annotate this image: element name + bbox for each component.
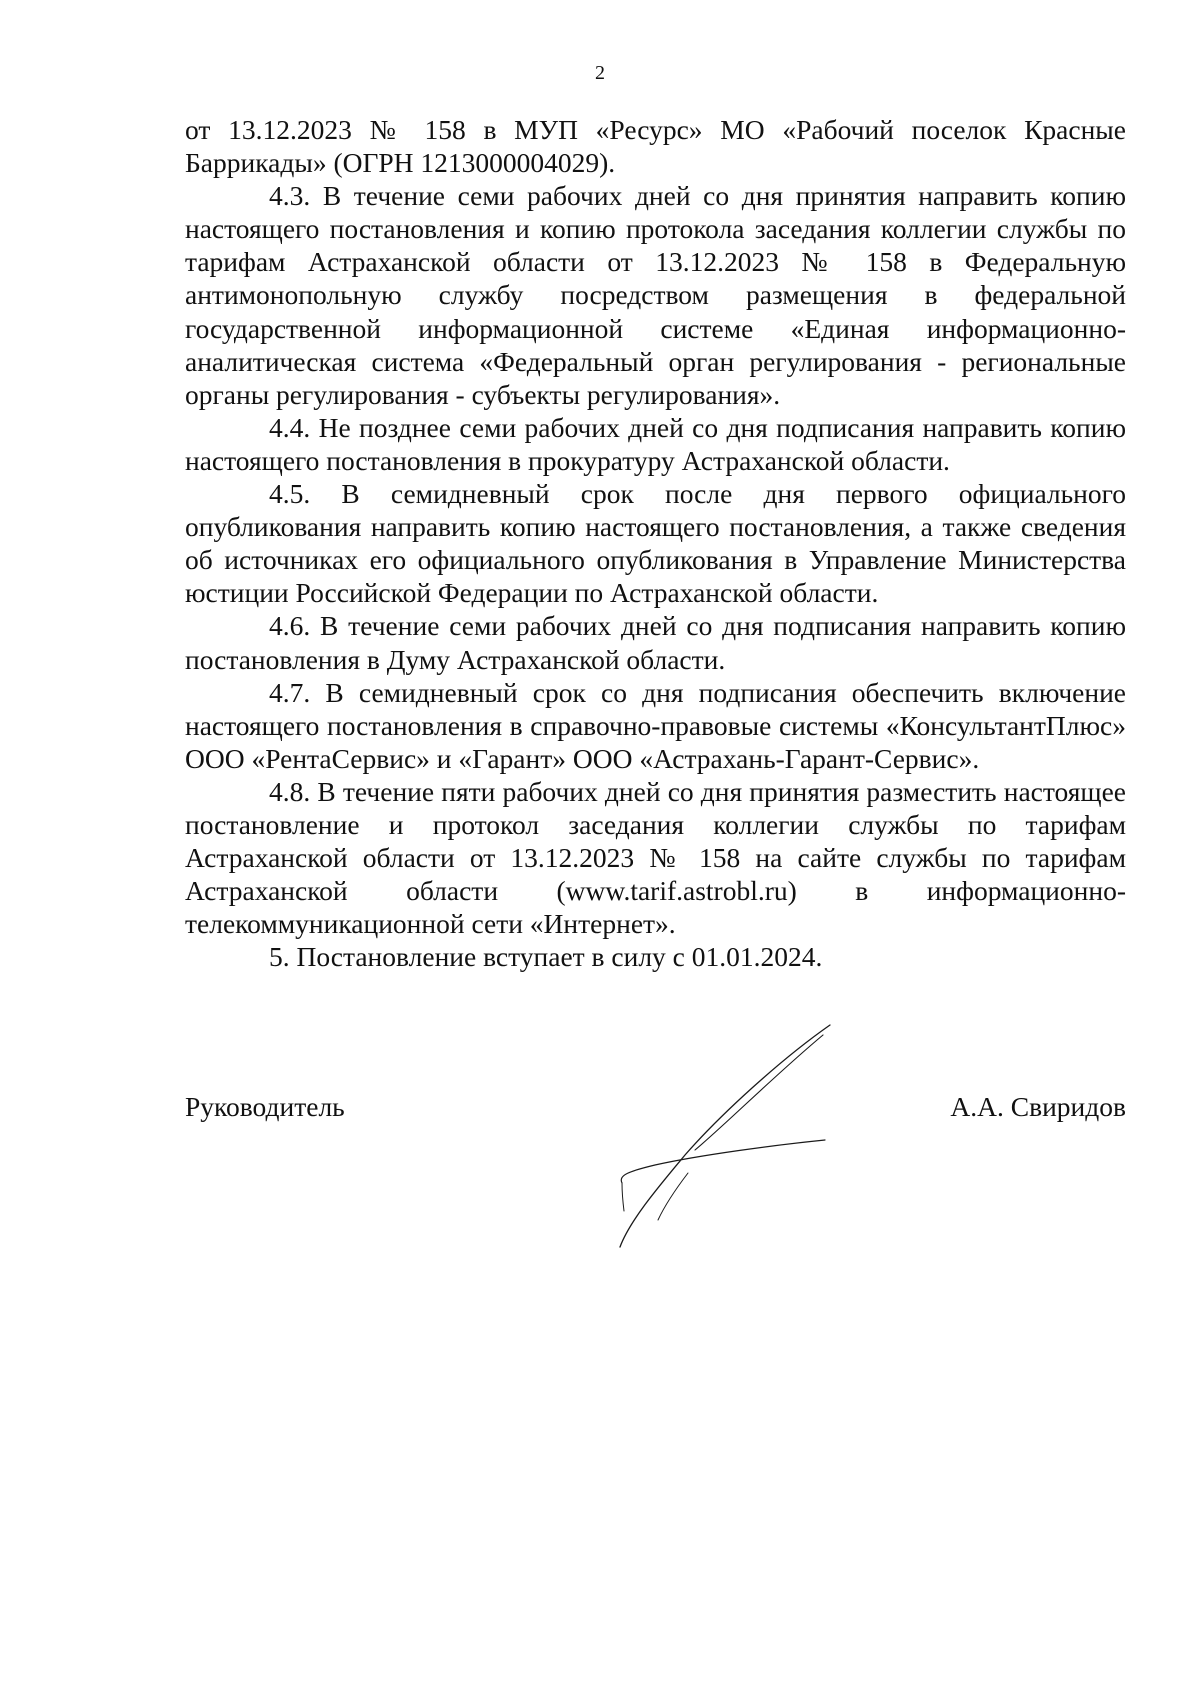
signature-stroke bbox=[658, 1173, 688, 1220]
paragraph-4-8: 4.8. В течение пяти рабочих дней со дня принятия разместить настоящее постановление и протокол заседания коллегии службы по тарифам Астраханской области от 13.12.2023 № 158 на сайте службы по тарифам Астраханской области (www.tarif.astrobl.ru) в информационно-телекоммуникационной сети «Интернет». bbox=[185, 775, 1126, 940]
signature-stroke bbox=[622, 1183, 624, 1211]
signatory-name: А.А. Свиридов bbox=[950, 1091, 1126, 1122]
signature-stroke bbox=[620, 1025, 830, 1247]
signatory-title: Руководитель bbox=[185, 1091, 345, 1122]
document-body bbox=[185, 113, 1126, 973]
paragraph-4-4: 4.4. Не позднее семи рабочих дней со дня подписания направить копию настоящего постановления в прокуратуру Астраханской области. bbox=[185, 411, 1126, 476]
paragraph-5: 5. Постановление вступает в силу с 01.01.2024. bbox=[269, 941, 823, 973]
handwritten-signature bbox=[600, 1015, 900, 1255]
paragraph-4-7: 4.7. В семидневный срок со дня подписания обеспечить включение настоящего постановления в справочно-правовые системы «КонсультантПлюс» ООО «РентаСервис» и «Гарант» ООО «Астрахань-Гарант-Сервис». bbox=[185, 676, 1126, 774]
page-number: 2 bbox=[595, 62, 605, 84]
signature-stroke bbox=[621, 1140, 825, 1183]
paragraph-4-3: 4.3. В течение семи рабочих дней со дня принятия направить копию настоящего постановления и копию протокола заседания коллегии службы по тарифам Астраханской области от 13.12.2023 № 158 в Федеральную антимонопольную службу посредством размещения в федеральной государственной информационной системе «Единая информационно-аналитическая система «Федеральный орган регулирования - региональные органы регулирования - субъекты регулирования». bbox=[185, 180, 1126, 410]
paragraph-4-6: 4.6. В течение семи рабочих дней со дня подписания направить копию постановления в Думу Астраханской области. bbox=[185, 610, 1126, 675]
paragraph-4-5: 4.5. В семидневный срок после дня первого официального опубликования направить копию настоящего постановления, а также сведения об источниках его официального опубликования в Управление Министерства юстиции Российской Федерации по Астраханской области. bbox=[185, 478, 1126, 609]
paragraph-continuation: от 13.12.2023 № 158 в МУП «Ресурс» МО «Рабочий поселок Красные Баррикады» (ОГРН 1213000004029). bbox=[185, 114, 1126, 179]
signature-stroke bbox=[695, 1035, 823, 1150]
